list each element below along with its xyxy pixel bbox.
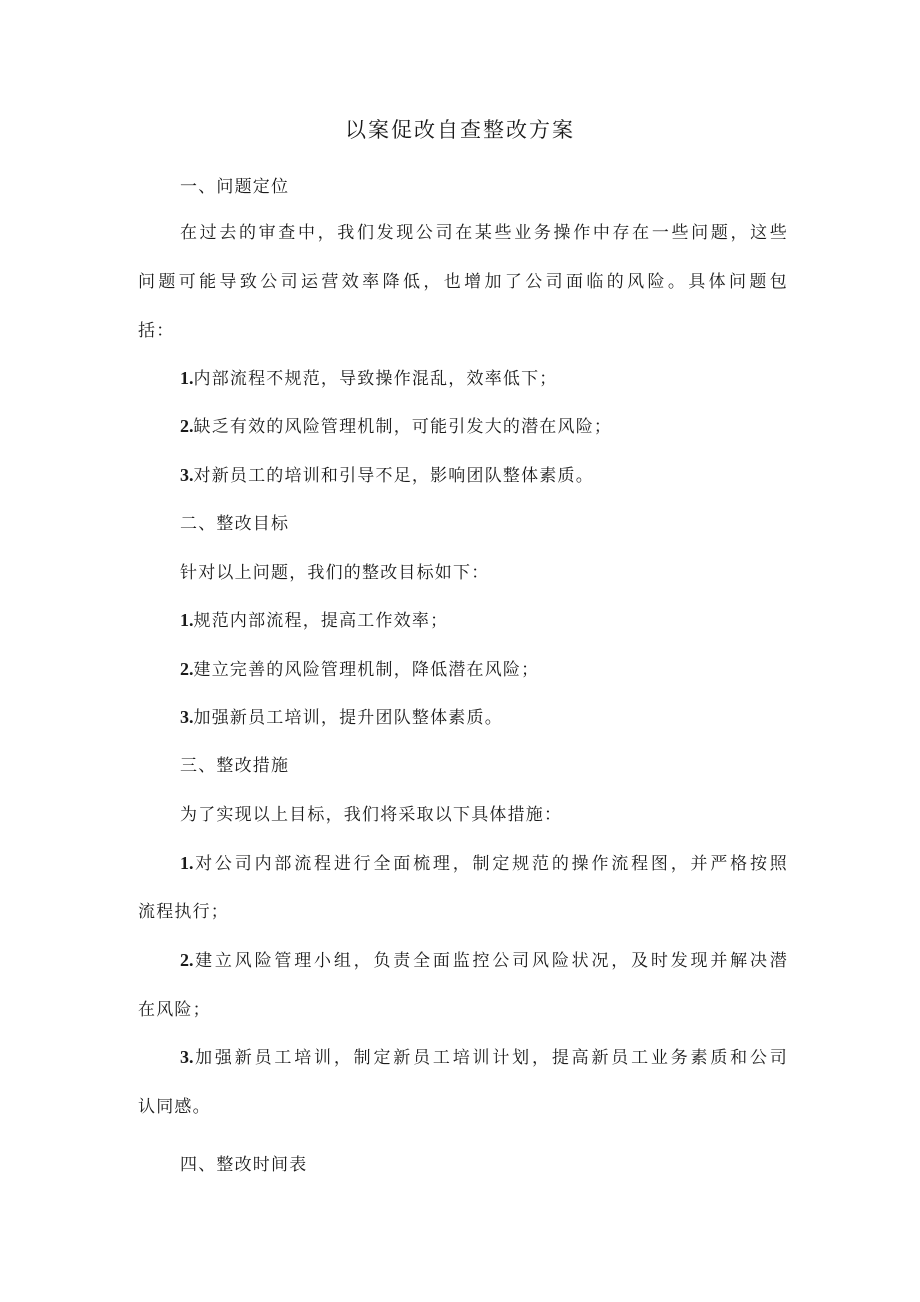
list-item-text: 对公司内部流程进行全面梳理，制定规范的操作流程图，并严格按照: [193, 854, 788, 874]
list-item-number: 1.: [180, 368, 194, 388]
paragraph-line: 在过去的审查中，我们发现公司在某些业务操作中存在一些问题，这些: [180, 223, 788, 243]
list-item: [180, 655, 788, 680]
list-item-text: 加强新员工培训，提升团队整体素质。: [193, 708, 503, 728]
list-item-text: 建立风险管理小组，负责全面监控公司风险状况，及时发现并解决潜: [193, 951, 788, 971]
section-heading-2: 二、整改目标: [180, 514, 290, 534]
paragraph-line: 括：: [138, 321, 175, 341]
list-item: [180, 461, 788, 486]
list-item-text: 建立完善的风险管理机制，降低潜在风险；: [193, 660, 540, 680]
list-item-text: 对新员工的培训和引导不足，影响团队整体素质。: [193, 466, 594, 486]
document-title: 以案促改自查整改方案: [345, 118, 575, 142]
list-item: [180, 946, 788, 971]
list-item-text: 内部流程不规范，导致操作混乱，效率低下；: [193, 369, 558, 389]
list-item-number: 2.: [180, 659, 194, 679]
list-item: [180, 849, 788, 874]
list-item-number: 2.: [180, 950, 194, 970]
list-item-text: 加强新员工培训，制定新员工培训计划，提高新员工业务素质和公司: [193, 1048, 788, 1068]
paragraph-line: 针对以上问题，我们的整改目标如下：: [180, 563, 490, 583]
list-item-text: 缺乏有效的风险管理机制，可能引发大的潜在风险；: [193, 417, 613, 437]
paragraph-line: 为了实现以上目标，我们将采取以下具体措施：: [180, 805, 563, 825]
list-item-number: 3.: [180, 465, 194, 485]
list-item-continuation: 认同感。: [138, 1097, 211, 1117]
list-item: [180, 364, 788, 389]
list-item: [180, 703, 788, 728]
section-heading-1: 一、问题定位: [180, 177, 290, 197]
list-item-number: 3.: [180, 707, 194, 727]
list-item-number: 1.: [180, 610, 194, 630]
list-item: [180, 1043, 788, 1068]
list-item-number: 2.: [180, 416, 194, 436]
list-item: [180, 606, 788, 631]
list-item: [180, 412, 788, 437]
list-item-number: 3.: [180, 1047, 194, 1067]
section-heading-3: 三、整改措施: [180, 756, 290, 776]
paragraph-line: 问题可能导致公司运营效率降低，也增加了公司面临的风险。具体问题包: [138, 272, 788, 292]
list-item-continuation: 流程执行；: [138, 902, 229, 922]
list-item-text: 规范内部流程，提高工作效率；: [193, 611, 449, 631]
list-item-continuation: 在风险；: [138, 1000, 211, 1020]
list-item-number: 1.: [180, 853, 194, 873]
section-heading-4: 四、整改时间表: [180, 1155, 308, 1175]
